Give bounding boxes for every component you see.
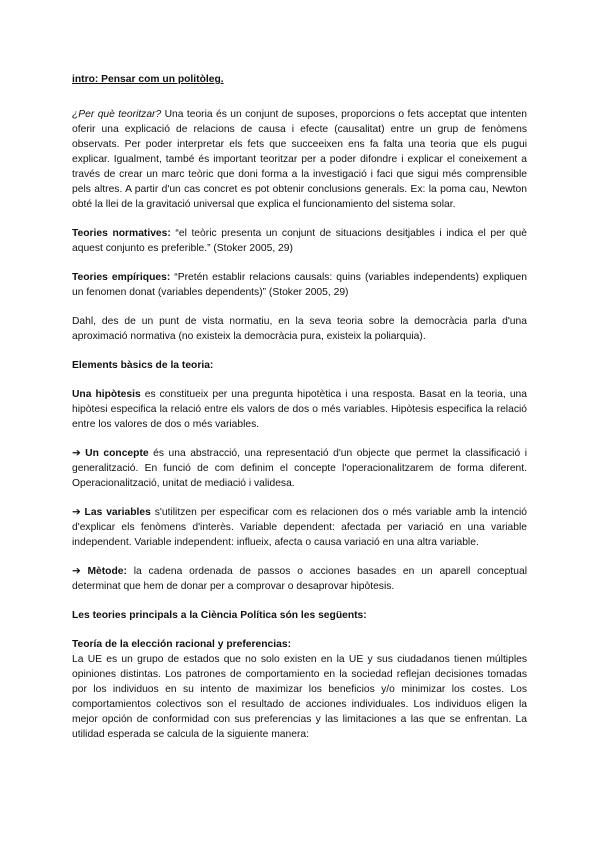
metode-paragraph [72,564,527,594]
arrow-icon: ➔ [72,448,81,459]
dahl-paragraph: Dahl, des de un punt de vista normatiu, en la seva teoria sobre la democràcia parla d'una aproximació normativa (no existeix la democràcia pura, existeix la poliarquia). [72,316,527,342]
arrow-icon: ➔ [72,566,81,577]
empiriques-text: “Pretén establir relacions causals: quins (variables independents) expliquen un fenomen donat (variables dependents)” (Stoker 2005, 29) [72,272,527,298]
variables-paragraph [72,505,527,550]
document-content [72,72,527,742]
concepte-text: és una abstracció, una representació d'un objecte que permet la classificació i generalització. En funció de com definim el concepte l'operacionalitzarem de forma diferent. Operacionalització, unitat de mediació i validesa. [72,448,528,489]
eleccion-title: Teoría de la elección racional y preferencias: [72,639,291,650]
arrow-icon: ➔ [72,507,81,518]
concepte-label: Un concepte [80,448,149,459]
normatives-text: “el teòric presenta un conjunt de situacions desitjables i indica el per què aquest conjunto es preferible.” (Stoker 2005, 29) [72,228,527,254]
variables-label: Las variables [80,507,151,518]
metode-label: Mètode: [80,566,127,577]
principals-title: Les teories principals a la Ciència Política són les següents: [72,610,367,621]
variables-text: s'utilitzen per especificar com es relacionen dos o més variable amb la intenció d'explicar els fenòmens d'interès. Variable dependent: afectada per variació en una variable independent. Variable independent: influeix, afecta o causa variació en una altra variable. [72,507,527,548]
hipotesi-label: Una hipòtesis [72,389,141,400]
concepte-paragraph [72,446,527,491]
hipotesi-text: es constitueix per una pregunta hipotètica i una resposta. Basat en la teoria, una hipòtesi especifica la relació entre els valors de dos o més variables. Hipòtesis especifica la relació entre los valores de dos o més variables. [72,389,527,430]
intro-title: intro: Pensar com un politòleg. [72,74,224,85]
intro-paragraph [72,107,527,212]
intro-body: Una teoria és un conjunt de suposes, proporcions o fets acceptat que intenten oferir una explicació de relacions de causa i efecte (causalitat) entre un grup de fenòmens observats. Per poder interpretar els fets que succeeixen ens fa falta una teoria que els pugui explicar. Igualment, també és important teoritzar per a poder difondre i explicar el coneixement a través de crear un marc teòric que doni forma a la investigació i faci que sigui més comprensible pels altres. A partir d'un cas concret es pot obtenir conclusions generals. Ex: la poma cau, Newton obté la llei de la gravitació universal que explica el funcionamiento del sistema solar. [72,109,527,210]
eleccion-paragraph: La UE es un grupo de estados que no solo existen en la UE y sus ciudadanos tienen múltiples opiniones distintas. Los patrones de comportamiento en la sociedad reflejan decisiones tomadas por los individuos en su intento de maximizar los beneficios y/o minimizar los costes. Los comportamientos colectivos son el resultado de acciones individuales. Los individuos eligen la mejor opción de conformidad con sus preferencias y las limitaciones a las que se enfrentan. La utilidad esperada se calcula de la siguiente manera: [72,654,527,740]
hipotesi-paragraph [72,387,527,432]
metode-text: la cadena ordenada de passos o acciones basades en un aparell conceptual determinat que hem de donar per a comprovar o desaprovar hipòtesis. [72,566,527,592]
normatives-label: Teories normatives: [72,228,171,239]
intro-question: ¿Per què teoritzar? [72,109,162,120]
elements-title: Elements bàsics de la teoria: [72,360,214,371]
empiriques-paragraph [72,270,527,300]
normatives-paragraph [72,226,527,256]
empiriques-label: Teories empíriques: [72,272,171,283]
